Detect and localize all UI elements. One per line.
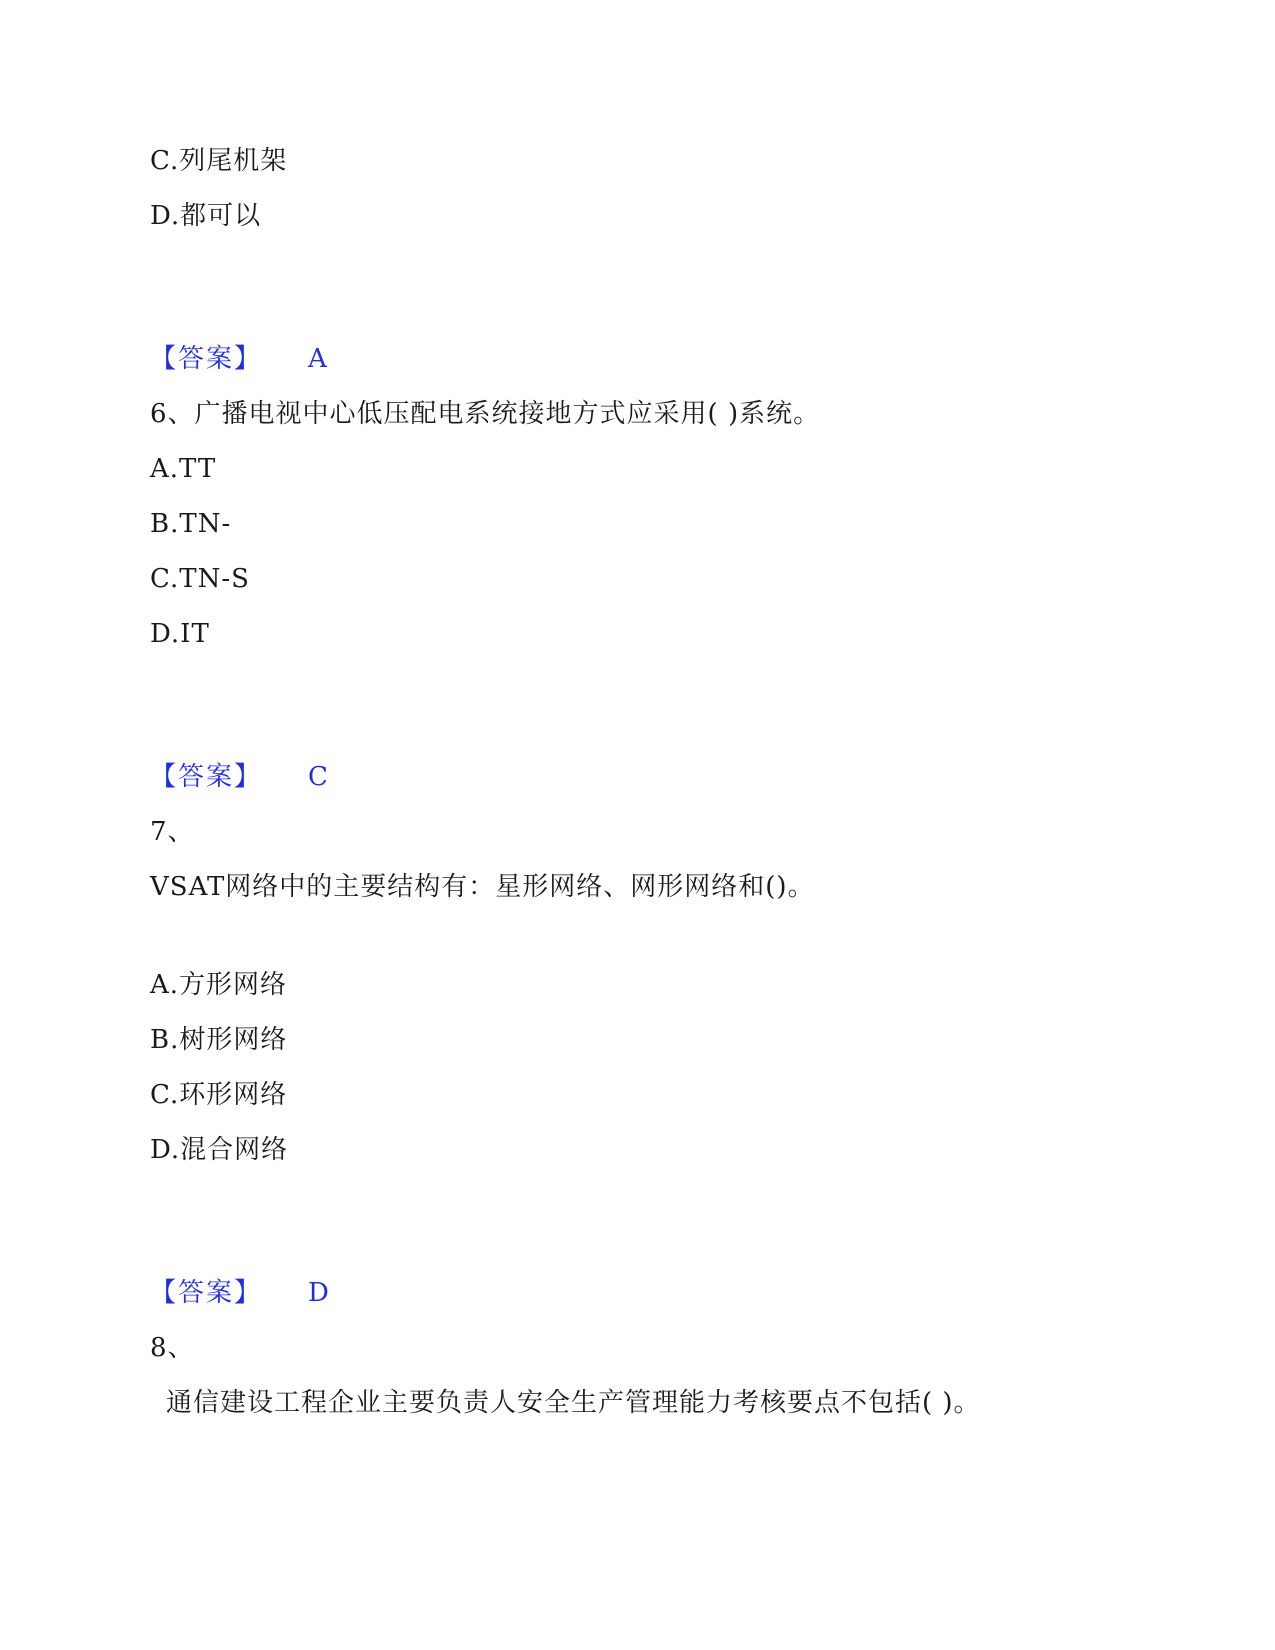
q7-option-b: B.树形网络 xyxy=(150,1025,288,1055)
q6-option-b: B.TN- xyxy=(150,509,232,539)
q6-option-d: D.IT xyxy=(150,619,210,649)
q5-option-c: C.列尾机架 xyxy=(150,146,288,176)
q6-stem: 6、广播电视中心低压配电系统接地方式应采用( )系统。 xyxy=(150,399,821,429)
q7-answer xyxy=(150,1276,329,1310)
answer-tag: 【答案】 xyxy=(150,762,263,792)
q6-option-a: A.TT xyxy=(150,454,217,484)
q6-option-c: C.TN-S xyxy=(150,564,250,594)
q7-stem: VSAT网络中的主要结构有：星形网络、网形网络和()。 xyxy=(150,872,815,902)
q8-number: 8、 xyxy=(150,1333,195,1363)
answer-value: A xyxy=(308,344,327,374)
q5-option-d: D.都可以 xyxy=(150,201,262,231)
q7-option-c: C.环形网络 xyxy=(150,1080,288,1110)
q6-answer xyxy=(150,760,328,794)
q7-option-d: D.混合网络 xyxy=(150,1135,289,1165)
q7-number: 7、 xyxy=(150,817,195,847)
answer-tag: 【答案】 xyxy=(150,1278,263,1308)
q5-answer xyxy=(150,342,327,376)
answer-tag: 【答案】 xyxy=(150,344,263,374)
q7-option-a: A.方形网络 xyxy=(150,970,288,1000)
answer-value: D xyxy=(308,1278,329,1308)
answer-value: C xyxy=(308,762,328,792)
q8-stem: 通信建设工程企业主要负责人安全生产管理能力考核要点不包括( )。 xyxy=(166,1388,981,1418)
